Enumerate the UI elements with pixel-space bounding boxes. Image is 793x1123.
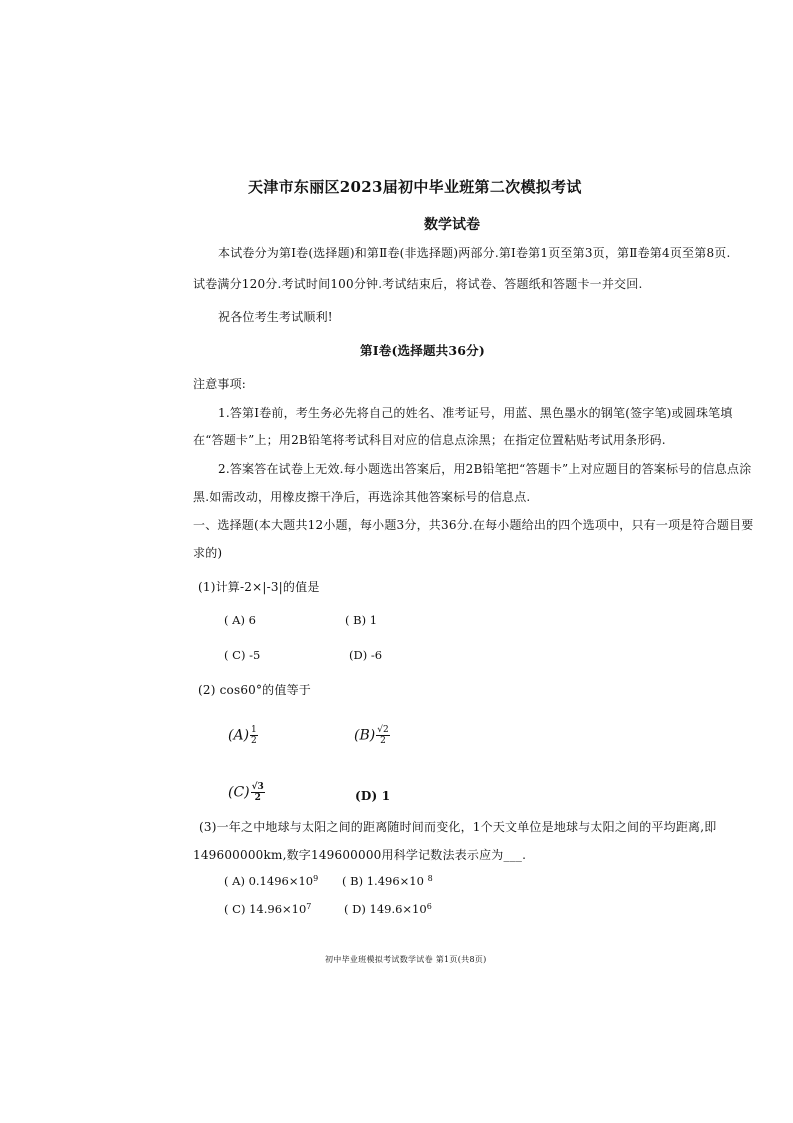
question-3-stem-line-1: (3)一年之中地球与太阳之间的距离随时间而变化，1个天文单位是地球与太阳之间的平均距离,即 bbox=[199, 820, 717, 834]
intro-wish: 祝各位考生考试顺利! bbox=[218, 310, 333, 324]
fraction-denominator: 2 bbox=[254, 793, 261, 803]
question-2-option-a bbox=[228, 725, 258, 746]
question-1-option-b: ( B) 1 bbox=[345, 613, 378, 627]
note-1-line-1: 1.答第Ⅰ卷前，考生务必先将自己的姓名、准考证号，用蓝、黑色墨水的钢笔(签字笔)或圆珠笔填 bbox=[218, 406, 733, 420]
option-d-exponent: 6 bbox=[426, 902, 432, 911]
option-d-base: ( D) 149.6×10 bbox=[344, 902, 427, 916]
question-2-option-b bbox=[354, 725, 390, 746]
option-a-label: (A) bbox=[228, 727, 250, 744]
question-3-option-b bbox=[342, 874, 433, 888]
question-3-option-c bbox=[224, 902, 311, 916]
question-2-option-c bbox=[228, 782, 265, 803]
intro-line-1: 本试卷分为第Ⅰ卷(选择题)和第Ⅱ卷(非选择题)两部分.第Ⅰ卷第1页至第3页，第Ⅱ卷第4页至第8页. bbox=[218, 246, 731, 260]
note-2-line-1: 2.答案答在试卷上无效.每小题选出答案后，用2B铅笔把“答题卡”上对应题目的答案标号的信息点涂 bbox=[218, 462, 752, 476]
question-1-option-c: ( C) -5 bbox=[224, 648, 261, 662]
question-3-option-a bbox=[224, 874, 318, 888]
question-3-stem-line-2: 149600000km,数字149600000用科学记数法表示应为___. bbox=[193, 848, 527, 862]
question-3-option-d bbox=[344, 902, 432, 916]
fraction bbox=[251, 782, 265, 803]
option-b-label: (B) bbox=[354, 727, 376, 744]
question-2-option-d: (D) 1 bbox=[355, 789, 391, 803]
fraction-numerator: √3 bbox=[251, 782, 264, 792]
page-title: 天津市东丽区2023届初中毕业班第二次模拟考试 bbox=[248, 178, 582, 196]
fraction-numerator: 1 bbox=[251, 725, 257, 735]
option-b-exponent: 8 bbox=[427, 874, 433, 883]
note-1-line-2: 在“答题卡”上；用2B铅笔将考试科目对应的信息点涂黑；在指定位置粘贴考试用条形码. bbox=[193, 433, 666, 447]
notes-label: 注意事项: bbox=[193, 377, 247, 391]
intro-line-2: 试卷满分120分.考试时间100分钟.考试结束后，将试卷、答题纸和答题卡一并交回. bbox=[193, 277, 643, 291]
option-b-base: ( B) 1.496×10 bbox=[342, 874, 424, 888]
question-1-option-d: (D) -6 bbox=[349, 648, 383, 662]
fraction-numerator: √2 bbox=[377, 725, 389, 735]
fraction-denominator: 2 bbox=[380, 736, 386, 746]
page-subtitle: 数学试卷 bbox=[424, 217, 480, 233]
option-c-label: (C) bbox=[228, 784, 250, 801]
option-c-base: ( C) 14.96×10 bbox=[224, 902, 307, 916]
fraction-denominator: 2 bbox=[251, 736, 257, 746]
option-a-base: ( A) 0.1496×10 bbox=[224, 874, 314, 888]
question-1-option-a: ( A) 6 bbox=[224, 613, 256, 627]
part-heading-line-2: 求的) bbox=[193, 546, 223, 560]
option-c-exponent: 7 bbox=[306, 902, 312, 911]
option-a-exponent: 9 bbox=[313, 874, 319, 883]
question-2-stem: (2) cos60°的值等于 bbox=[198, 683, 311, 697]
fraction bbox=[250, 725, 258, 746]
question-1-stem: (1)计算-2×|-3|的值是 bbox=[198, 580, 320, 594]
page-footer: 初中毕业班模拟考试数学试卷 第1页(共8页) bbox=[325, 955, 487, 964]
fraction bbox=[376, 725, 389, 746]
section-heading: 第Ⅰ卷(选择题共36分) bbox=[360, 343, 485, 358]
part-heading-line-1: 一、选择题(本大题共12小题，每小题3分，共36分.在每小题给出的四个选项中，只有一项是符合题目要 bbox=[193, 518, 754, 532]
note-2-line-2: 黑.如需改动，用橡皮擦干净后，再选涂其他答案标号的信息点. bbox=[193, 490, 531, 504]
